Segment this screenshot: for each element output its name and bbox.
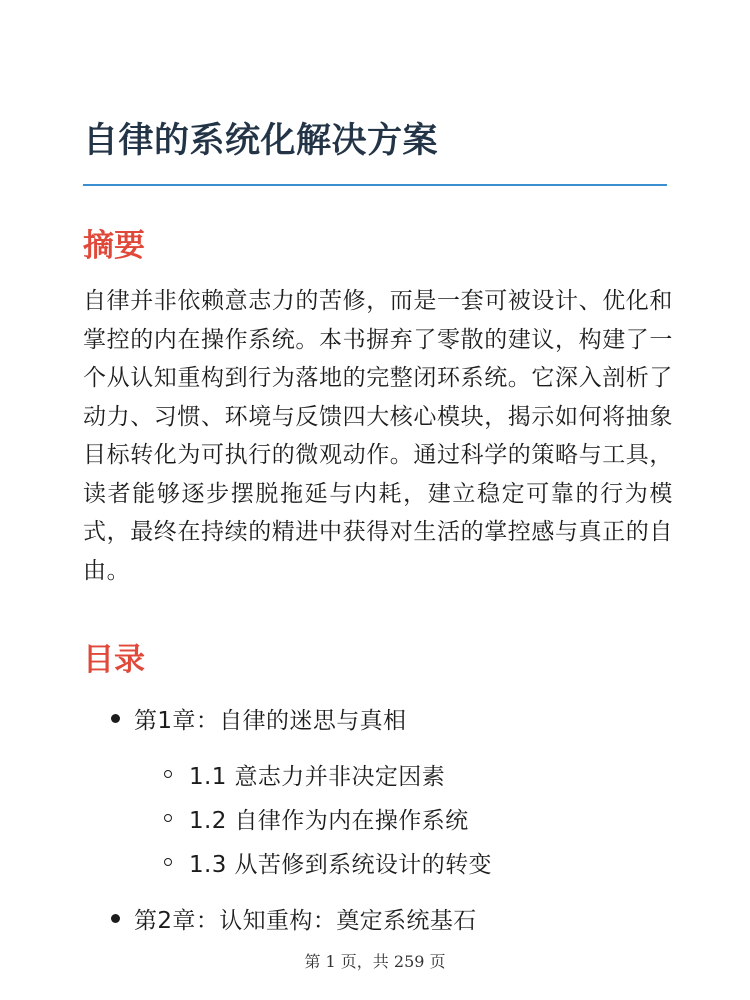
toc-chapter-2[interactable]: 第2章：认知重构：奠定系统基石 <box>134 908 477 934</box>
section-bullet-icon <box>164 770 172 778</box>
title-divider <box>83 184 667 186</box>
page-number-footer: 第 1 页，共 259 页 <box>304 952 446 971</box>
chapter-bullet-icon <box>111 714 120 723</box>
abstract-heading: 摘要 <box>83 228 145 264</box>
toc-section-1-2[interactable]: 1.2 自律作为内在操作系统 <box>189 808 469 834</box>
abstract-text: 自律并非依赖意志力的苦修，而是一套可被设计、优化和掌控的内在操作系统。本书摒弃了零散的建议，构建了一个从认知重构到行为落地的完整闭环系统。它深入剖析了动力、习惯、环境与反馈四大核心模块，揭示如何将抽象目标转化为可执行的微观动作。通过科学的策略与工具，读者能够逐步摆脱拖延与内耗，建立稳定可靠的行为模式，最终在持续的精进中获得对生活的掌控感与真正的自由。 <box>83 288 673 584</box>
toc-section-1-1[interactable]: 1.1 意志力并非决定因素 <box>189 764 446 790</box>
toc-section-1-3[interactable]: 1.3 从苦修到系统设计的转变 <box>189 852 492 878</box>
toc-chapter-1[interactable]: 第1章：自律的迷思与真相 <box>134 708 407 734</box>
book-title: 自律的系统化解决方案 <box>83 121 439 161</box>
section-bullet-icon <box>164 858 172 866</box>
section-bullet-icon <box>164 814 172 822</box>
chapter-bullet-icon <box>111 914 120 923</box>
toc-heading: 目录 <box>83 642 145 678</box>
